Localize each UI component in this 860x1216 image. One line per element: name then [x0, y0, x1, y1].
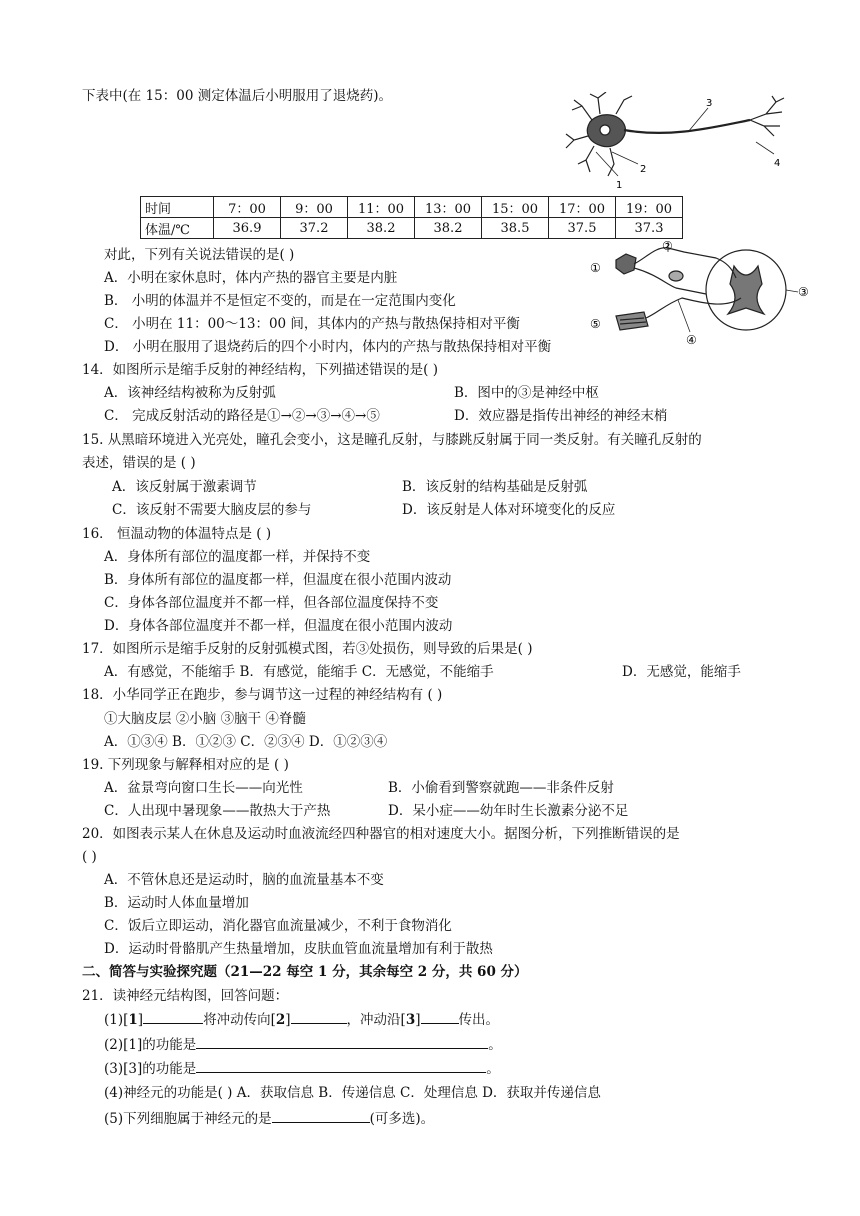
table-cell: 38.2 [415, 218, 482, 239]
table-row-temp [141, 218, 683, 239]
q17-option-d: D．无感觉，能缩手 [622, 664, 741, 680]
q19-option-c: C．人出现中暑现象——散热大于产热 [104, 803, 331, 819]
q17-options-abc: A．有感觉，不能缩手 B．有感觉，能缩手 C．无感觉，不能缩手 [104, 664, 494, 680]
q20-option-a: A．不管休息还是运动时，脑的血流量基本不变 [104, 872, 384, 888]
q20-stem-1: 20．如图表示某人在休息及运动时血液流经四种器官的相对速度大小。据图分析，下列推断错误的是 [82, 826, 680, 842]
q16-option-b: B．身体所有部位的温度都一样，但温度在很小范围内波动 [104, 572, 452, 588]
q19-option-d: D．呆小症——幼年时生长激素分泌不足 [388, 803, 629, 819]
q15-stem-2: 表述，错误的是 ( ) [82, 455, 196, 471]
q15-stem-1: 15. 从黑暗环境进入光亮处，瞳孔会变小，这是瞳孔反射，与膝跳反射属于同一类反射。有关瞳孔反射的 [82, 432, 702, 448]
table-row-time [141, 197, 683, 218]
q14-option-d: D．效应器是指传出神经的神经末梢 [454, 408, 668, 424]
reflex-arc-diagram [586, 238, 826, 348]
q16-option-c: C．身体各部位温度并不都一样，但各部位温度保持不变 [104, 595, 439, 611]
q20-option-b: B．运动时人体血量增加 [104, 895, 249, 911]
q13-option-c: C． 小明在 11：00～13：00 间，其体内的产热与散热保持相对平衡 [104, 316, 520, 332]
temperature-table [140, 196, 683, 239]
table-cell: 19：00 [616, 197, 683, 218]
q13-option-a: A．小明在家休息时，体内产热的器官主要是内脏 [104, 270, 398, 286]
reflex-label-3: ③ [798, 285, 809, 299]
q21-part3: (3)[3]的功能是 。 [104, 1058, 500, 1079]
table-cell: 38.2 [348, 218, 415, 239]
q14-option-b: B．图中的③是神经中枢 [454, 385, 599, 401]
table-cell: 36.9 [214, 218, 281, 239]
q15-option-b: B．该反射的结构基础是反射弧 [402, 479, 588, 495]
answer-blank[interactable] [272, 1108, 370, 1123]
q17-stem: 17．如图所示是缩手反射的反射弧模式图，若③处损伤，则导致的后果是( ) [82, 641, 533, 657]
q14-stem: 14．如图所示是缩手反射的神经结构，下列描述错误的是( ) [82, 362, 439, 378]
reflex-label-4: ④ [686, 333, 697, 347]
table-cell: 17：00 [549, 197, 616, 218]
neuron-label-1: 1 [616, 180, 623, 191]
q15-option-c: C．该反射不需要大脑皮层的参与 [112, 502, 312, 518]
q14-option-c: C． 完成反射活动的路径是①→②→③→④→⑤ [104, 408, 380, 424]
q19-option-b: B．小偷看到警察就跑——非条件反射 [388, 780, 614, 796]
table-cell: 11：00 [348, 197, 415, 218]
table-cell: 13：00 [415, 197, 482, 218]
neuron-label-3: 3 [706, 98, 713, 109]
q13-stem: 对此，下列有关说法错误的是( ) [104, 247, 295, 263]
q21-part4: (4)神经元的功能是( ) A．获取信息 B．传递信息 C．处理信息 D．获取并传递信息 [104, 1085, 601, 1101]
table-cell: 37.2 [281, 218, 348, 239]
q21-stem: 21．读神经元结构图，回答问题： [82, 988, 289, 1004]
table-cell: 38.5 [482, 218, 549, 239]
table-header-time: 时间 [141, 197, 214, 218]
q15-option-d: D．该反射是人体对环境变化的反应 [402, 502, 616, 518]
q19-option-a: A．盆景弯向窗口生长——向光性 [104, 780, 303, 796]
q20-option-d: D．运动时骨骼肌产生热量增加，皮肤血管血流量增加有利于散热 [104, 941, 493, 957]
q15-option-a: A．该反射属于激素调节 [112, 479, 257, 495]
q21-part1: (1)[1] 将冲动传向[2] ，冲动沿[3] 传出。 [104, 1009, 499, 1030]
section-heading: 二、简答与实验探究题（21—22 每空 1 分，其余每空 2 分，共 60 分） [82, 964, 528, 980]
q21-part2: (2)[1]的功能是 。 [104, 1034, 502, 1055]
answer-blank[interactable] [421, 1009, 459, 1024]
reflex-label-1: ① [590, 261, 601, 275]
q16-option-a: A．身体所有部位的温度都一样，并保持不变 [104, 549, 371, 565]
q16-option-d: D．身体各部位温度并不都一样，但温度在很小范围内波动 [104, 618, 453, 634]
q13-option-b: B． 小明的体温并不是恒定不变的，而是在一定范围内变化 [104, 293, 456, 309]
answer-blank[interactable] [196, 1058, 486, 1073]
q21-part5: (5)下列细胞属于神经元的是 (可多选)。 [104, 1108, 434, 1129]
neuron-label-2: 2 [640, 164, 647, 175]
q18-items: ①大脑皮层 ②小脑 ③脑干 ④脊髓 [104, 711, 306, 727]
table-cell: 37.5 [549, 218, 616, 239]
reflex-label-2: ② [662, 239, 673, 253]
answer-blank[interactable] [143, 1009, 203, 1024]
table-header-temp: 体温/℃ [141, 218, 214, 239]
q19-stem: 19. 下列现象与解释相对应的是 ( ) [82, 757, 289, 773]
q20-option-c: C．饭后立即运动，消化器官血流量减少，不利于食物消化 [104, 918, 452, 934]
q13-option-d: D． 小明在服用了退烧药后的四个小时内，体内的产热与散热保持相对平衡 [104, 339, 552, 355]
q18-options: A．①③④ B．①②③ C．②③④ D．①②③④ [104, 734, 388, 750]
q18-stem: 18．小华同学正在跑步，参与调节这一过程的神经结构有 ( ) [82, 687, 443, 703]
neuron-label-4: 4 [774, 158, 781, 169]
table-cell: 37.3 [616, 218, 683, 239]
answer-blank[interactable] [196, 1034, 488, 1049]
table-cell: 9：00 [281, 197, 348, 218]
q16-stem: 16． 恒温动物的体温特点是 ( ) [82, 526, 272, 542]
answer-blank[interactable] [291, 1009, 347, 1024]
neuron-diagram [560, 92, 820, 192]
q14-option-a: A．该神经结构被称为反射弧 [104, 385, 276, 401]
table-cell: 7：00 [214, 197, 281, 218]
table-cell: 15：00 [482, 197, 549, 218]
q20-stem-2: ( ) [82, 849, 97, 865]
reflex-label-5: ⑤ [590, 317, 601, 331]
intro-text: 下表中(在 15：00 测定体温后小明服用了退烧药)。 [82, 88, 392, 104]
